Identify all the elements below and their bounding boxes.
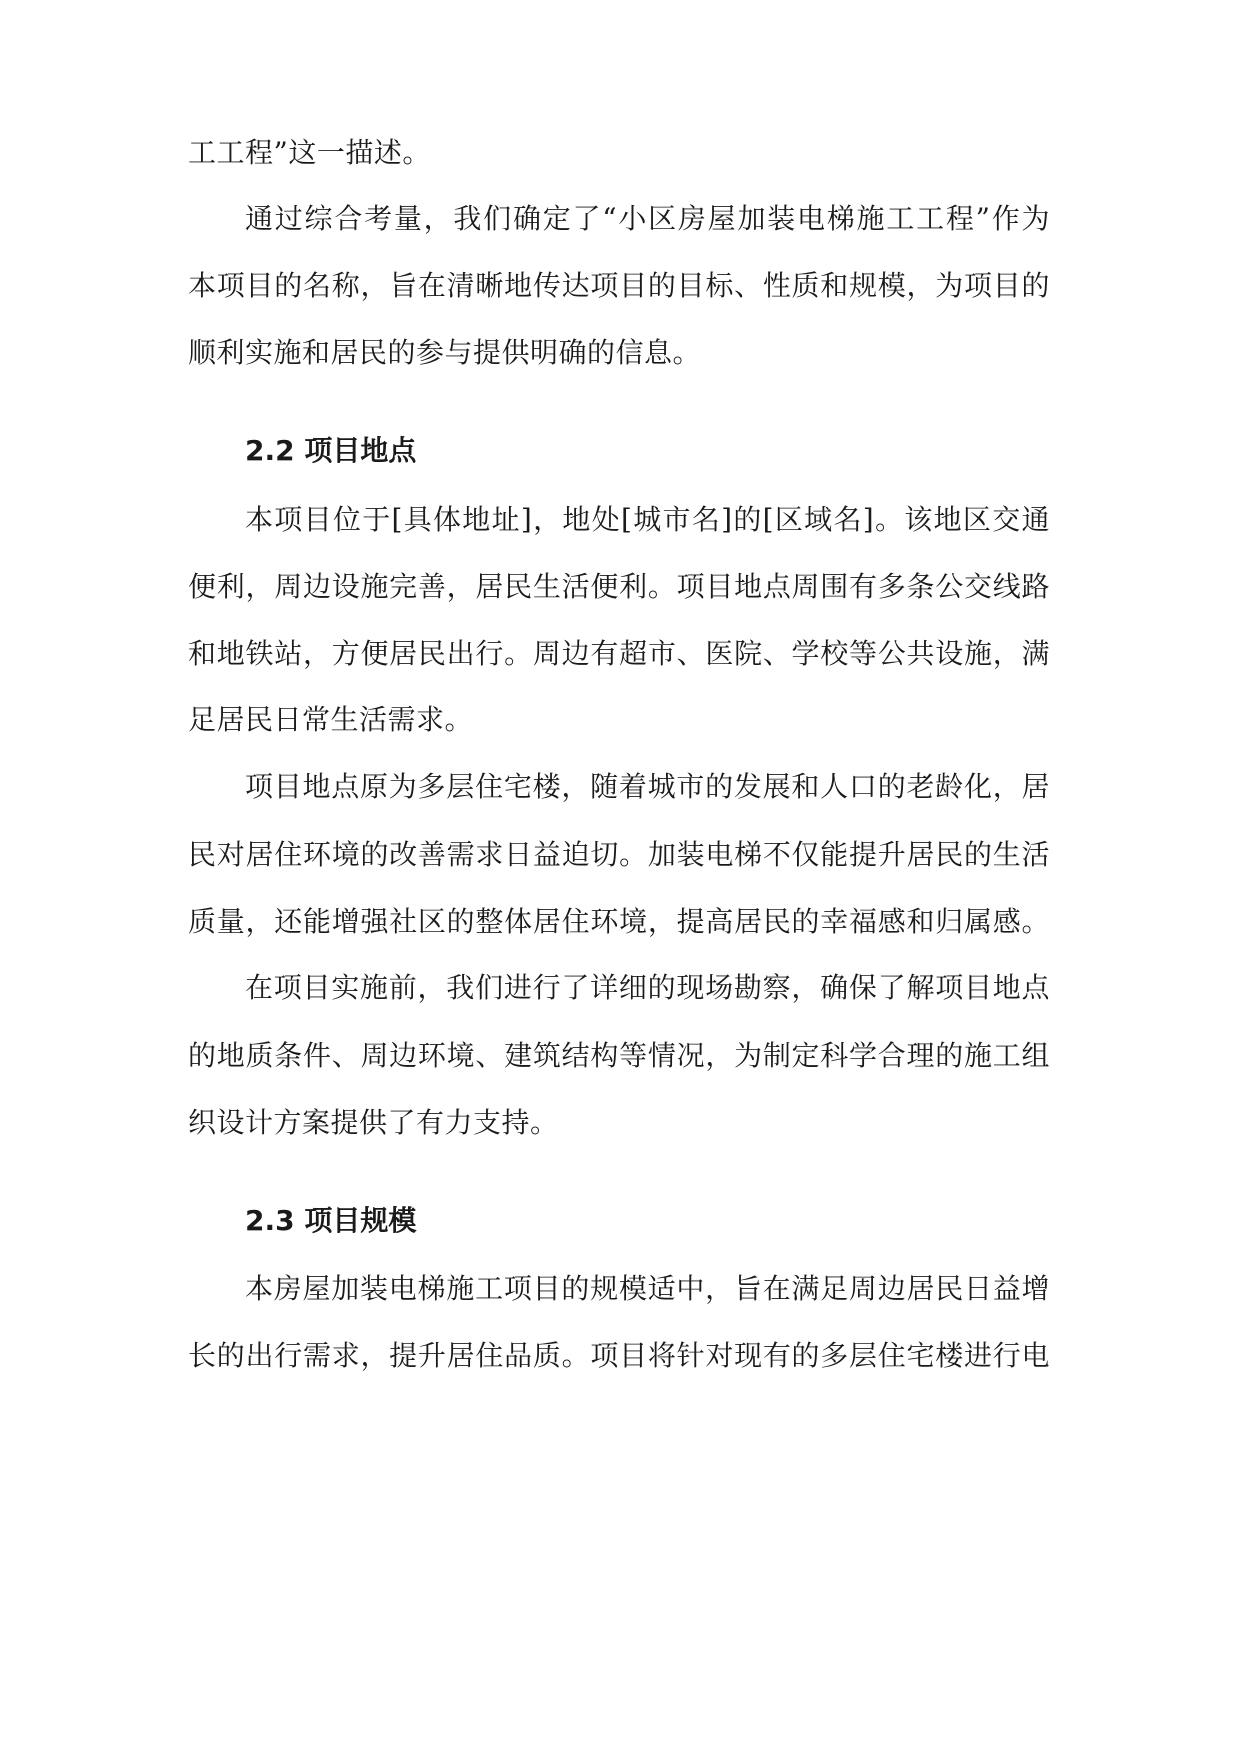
paragraph-line: 的地质条件、周边环境、建筑结构等情况，为制定科学合理的施工组 xyxy=(188,1039,1050,1072)
paragraph-line: 和地铁站，方便居民出行。周边有超市、医院、学校等公共设施，满 xyxy=(188,637,1050,670)
paragraph-line: 本项目位于[具体地址]，地处[城市名]的[区域名]。该地区交通 xyxy=(245,503,1050,536)
paragraph-line: 在项目实施前，我们进行了详细的现场勘察，确保了解项目地点 xyxy=(245,971,1050,1004)
section-heading: 2.3 项目规模 xyxy=(245,1204,417,1237)
paragraph-line: 足居民日常生活需求。 xyxy=(188,703,474,736)
paragraph-line: 顺利实施和居民的参与提供明确的信息。 xyxy=(188,336,702,369)
paragraph-line: 本房屋加装电梯施工项目的规模适中，旨在满足周边居民日益增 xyxy=(245,1272,1050,1305)
paragraph-line: 民对居住环境的改善需求日益迫切。加装电梯不仅能提升居民的生活 xyxy=(188,838,1050,871)
paragraph-line: 项目地点原为多层住宅楼，随着城市的发展和人口的老龄化，居 xyxy=(245,770,1050,803)
paragraph-line: 长的出行需求，提升居住品质。项目将针对现有的多层住宅楼进行电 xyxy=(188,1339,1050,1372)
paragraph-line: 本项目的名称，旨在清晰地传达项目的目标、性质和规模，为项目的 xyxy=(188,269,1050,302)
paragraph-line: 通过综合考量，我们确定了“小区房屋加装电梯施工工程”作为 xyxy=(245,202,1050,235)
paragraph-line: 织设计方案提供了有力支持。 xyxy=(188,1106,559,1139)
paragraph-line: 质量，还能增强社区的整体居住环境，提高居民的幸福感和归属感。 xyxy=(188,905,1050,938)
paragraph-line: 便利，周边设施完善，居民生活便利。项目地点周围有多条公交线路 xyxy=(188,570,1050,603)
paragraph-line: 工工程”这一描述。 xyxy=(188,136,431,169)
section-heading: 2.2 项目地点 xyxy=(245,434,417,467)
